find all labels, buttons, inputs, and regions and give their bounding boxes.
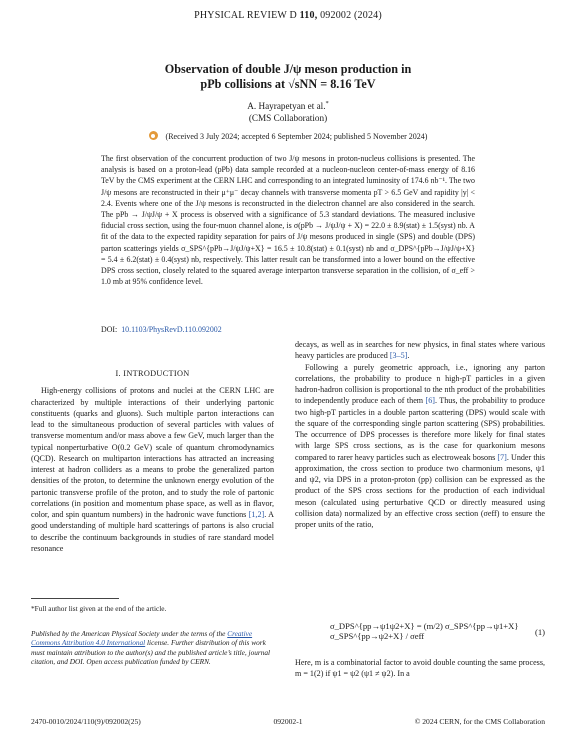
- equation-rhs: σ_SPS^{pp→ψ1+X} σ_SPS^{pp→ψ2+X} / σeff: [330, 621, 519, 641]
- collaboration: (CMS Collaboration): [248, 113, 328, 123]
- author-block: [0, 100, 576, 124]
- author-footnote: *Full author list given at the end of the article.: [31, 604, 167, 613]
- footnote-divider: [31, 598, 119, 599]
- citation-link[interactable]: [7]: [497, 452, 507, 462]
- paper-title: Observation of double J/ψ meson production in pPb collisions at √sNN = 8.16 TeV: [164, 62, 412, 91]
- left-column: [31, 368, 274, 554]
- citation-link[interactable]: [1,2]: [248, 510, 265, 519]
- paragraph-continued: decays, as well as in searches for new physics, in final states where various heavy particles are produced [3–5].: [295, 340, 545, 361]
- doi-link[interactable]: 10.1103/PhysRevD.110.092002: [121, 325, 222, 334]
- citation-link[interactable]: [6]: [425, 396, 435, 406]
- author-footnote-mark: *: [325, 99, 329, 107]
- license-link[interactable]: Creative Commons Attribution 4.0 International: [31, 629, 253, 648]
- received-dates: (Received 3 July 2024; accepted 6 September 2024; published 5 November 2024): [0, 131, 576, 141]
- section-heading-intro: I. INTRODUCTION: [115, 369, 190, 378]
- footer-copyright: © 2024 CERN, for the CMS Collaboration: [414, 717, 545, 726]
- equation-lhs: σ_DPS^{pp→ψ1ψ2+X} =: [330, 621, 422, 631]
- license-statement: Published by the American Physical Society under the terms of the Creative Commons Attribution 4.0 International license. Further distribution of this work must maintain attribution to the author(s) and the published article’s title, journal citation, and DOI. Open access publication funded by CERN.: [31, 629, 271, 666]
- intro-paragraph: High-energy collisions of protons and nuclei at the CERN LHC are characterized by multiple interactions of their underlying partonic constituents (quarks and gluons). Such multiple parton interactions can lead to the simultaneous production of several particles with values of transverse momentum and/or mass above a few GeV, much larger than the typical nonperturbative O(0.2 GeV) scale of quantum chromodynamics (QCD). Research on multiparton interactions has attracted an increasing interest at hadron colliders as a means to probe the generalized parton densities of the proton, to determine the unknown energy evolution of the partonic transverse profile of the proton, and to study the role of partonic correlations (in position and momentum phase space, as well as in flavor, color, and spin quantum numbers) in the hadronic wave functions [1,2]. A good understanding of multiple hard scatterings of partons is also crucial to describe the continuum backgrounds in studies of rare standard model resonance: [31, 386, 274, 553]
- footer-page-number: 092002-1: [273, 717, 303, 726]
- running-header: PHYSICAL REVIEW D 110, 092002 (2024): [194, 10, 382, 21]
- right-column: [295, 339, 545, 530]
- open-access-icon: [149, 131, 158, 140]
- doi-line: DOI: 10.1103/PhysRevD.110.092002: [101, 325, 222, 334]
- paragraph-geometric: Following a purely geometric approach, i.e., ignoring any parton correlations, the probability to produce n high-pT particles in a given hadron-hadron collision is proportional to the nth product of the probabilities to independently produce each of them [6]. Thus, the probability to produce two high-pT particles in a double parton scattering (DPS) would scale with the square of the corresponding single parton scattering (SPS) probabilities. The occurrence of DPS processes is therefore more likely for final states with large SPS cross sections, as is the case for quarkonium mesons compared to rarer heavy particles such as electroweak bosons [7]. Under this approximation, the cross section to produce two charmonium mesons, ψ1 and ψ2, via DPS in a proton-proton (pp) collision can be expressed as the product of the SPS cross sections for the production of each individual meson (calculated using perturbative QCD or directly measured using collision data) normalized by an effective cross section (σeff) to ensure the proper units of the ratio,: [295, 362, 546, 529]
- abstract: The first observation of the concurrent production of two J/ψ mesons in proton-nucleus collisions is presented. The analysis is based on a proton-lead (pPb) data sample recorded at a nucleon-nucleon center-of-mass energy of 8.16 TeV by the CMS experiment at the CERN LHC and corresponding to an integrated luminosity of 174.6 nb⁻¹. The two J/ψ mesons are reconstructed in their μ⁺μ⁻ decay channels with transverse momenta pT > 6.5 GeV and rapidity |y| < 2.4. Events where one of the J/ψ mesons is reconstructed in the dielectron channel are also considered in the search. The pPb → J/ψJ/ψ + X process is observed with a significance of 5.3 standard deviations. The measured inclusive fiducial cross section, using the four-muon channel alone, is σ(pPb → J/ψJ/ψ + X) = 22.0 ± 8.9(stat) ± 1.5(syst) nb. A fit of the data to the expected rapidity separation for pairs of J/ψ mesons produced in single (SPS) and double (DPS) parton scatterings yields σ_SPS^{pPb→J/ψJ/ψ+X} = 16.5 ± 10.8(stat) ± 0.1(syst) nb and σ_DPS^{pPb→J/ψJ/ψ+X} = 5.4 ± 6.2(stat) ± 0.4(syst) nb, respectively. This latter result can be transformed into a lower bound on the effective DPS cross section, closely related to the squared average interparton transverse separation in the collision, of σ_eff > 1.0 mb at 95% confidence level.: [101, 154, 475, 287]
- equation-1: [330, 621, 545, 649]
- equation-number: (1): [534, 627, 545, 637]
- footer-issn: 2470-0010/2024/110(9)/092002(25): [31, 717, 141, 726]
- author-names: A. Hayrapetyan et al.: [247, 101, 326, 111]
- right-column-bottom: [295, 657, 545, 680]
- equation-factor: (m/2): [423, 621, 445, 631]
- paragraph-combinatorial: Here, m is a combinatorial factor to avoid double counting the same process, m = 1(2) if ψ1 = ψ2 (ψ1 ≠ ψ2). In a: [295, 658, 545, 679]
- citation-link[interactable]: [3–5]: [389, 351, 408, 361]
